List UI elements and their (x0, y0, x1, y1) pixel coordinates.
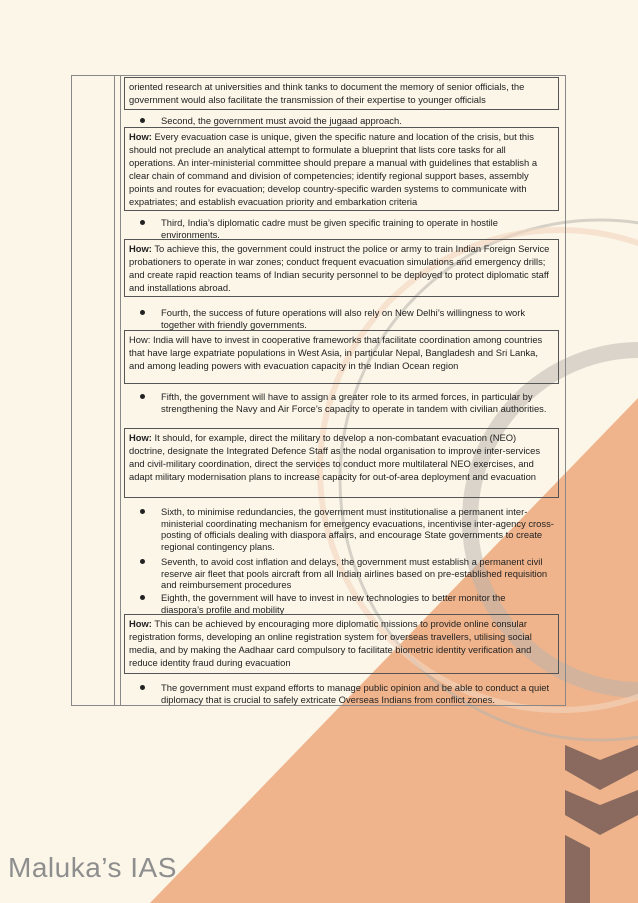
bullet-item (140, 506, 560, 552)
bullet-text: Seventh, to avoid cost inflation and delays, the government must establish a permanent civil reserve air fleet that pools aircraft from all Indian airlines based on pre-established requisition and reimbursement procedures (161, 556, 548, 590)
bullet-text: The government must expand efforts to manage public opinion and be able to conduct a quiet diplomacy that is crucial to safely extricate Overseas Indians from conflict zones. (161, 682, 550, 705)
bullet-item (140, 682, 560, 705)
bullet-icon (140, 559, 145, 564)
bullet-text: Third, India’s diplomatic cadre must be given specific training to operate in hostile environments. (161, 217, 498, 240)
bullet-icon (140, 509, 145, 514)
how-label: How: (129, 432, 152, 443)
bullet-icon (140, 220, 145, 225)
bullet-icon (140, 595, 145, 600)
text-box (124, 77, 559, 110)
how-label: How: (129, 243, 152, 254)
bullet-item (140, 217, 560, 240)
how-label: How: (129, 131, 152, 142)
box-text: oriented research at universities and think tanks to document the memory of senior officials, the government would also facilitate the transmission of their expertise to younger officials (129, 81, 525, 105)
bullet-icon (140, 394, 145, 399)
table-column-divider (120, 76, 121, 705)
how-box (124, 614, 559, 674)
how-text: To achieve this, the government could instruct the police or army to train Indian Foreign Service probationers to operate in war zones; conduct frequent evacuation simulations and emergency drills; and create rapid reaction teams of Indian security personnel to be deployed to protect diplomatic staff and installations abroad. (129, 243, 550, 293)
bullet-icon (140, 685, 145, 690)
bullet-item (140, 391, 560, 414)
how-box (124, 330, 559, 384)
bullet-item (140, 307, 560, 330)
how-box (124, 428, 559, 498)
brand-logo-text: Maluka’s IAS (8, 852, 177, 883)
bullet-text: Fifth, the government will have to assign a greater role to its armed forces, in particular by strengthening the Navy and Air Force’s capacity to operate in tandem with civilian authorities. (161, 391, 547, 414)
bullet-item (140, 556, 560, 591)
how-text: How: India will have to invest in cooperative frameworks that facilitate coordination among countries that have large expatriate populations in West Asia, in particular Nepal, Bangladesh and Sri Lanka, and among leading powers with evacuation capacity in the Indian Ocean region (129, 334, 543, 371)
how-text: Every evacuation case is unique, given the specific nature and location of the crisis, but this should not preclude an analytical attempt to formulate a blueprint that lists core tasks for all operations. An inter-ministerial committee should prepare a manual with guidelines that establish a clear chain of command and division of competencies; identify regional support bases, assembly points and routes for evacuation; develop country-specific warden systems to communicate with expatriates; and establish evacuation priority and embarkation criteria (129, 131, 538, 207)
bullet-text: Second, the government must avoid the jugaad approach. (161, 115, 402, 126)
how-box (124, 239, 559, 297)
bullet-icon (140, 310, 145, 315)
how-box (124, 127, 559, 211)
how-text: This can be achieved by encouraging more diplomatic missions to provide online consular registration forms, developing an online registration system for overseas travellers, utilising social media, and by making the Aadhaar card compulsory to facilitate biometric identity verification and reduce identity fraud during evacuation (129, 618, 532, 668)
bullet-text: Eighth, the government will have to invest in new technologies to better monitor the diaspora’s profile and mobility (161, 592, 506, 615)
how-label: How: (129, 618, 152, 629)
bullet-item (140, 592, 560, 615)
bullet-icon (140, 118, 145, 123)
table-column-divider (114, 76, 115, 705)
bullet-text: Fourth, the success of future operations will also rely on New Delhi’s willingness to work together with friendly governments. (161, 307, 526, 330)
bullet-item (140, 115, 560, 127)
bullet-text: Sixth, to minimise redundancies, the government must institutionalise a permanent inter-ministerial coordinating mechanism for emergency evacuations, incentivise inter-agency cross-posting of officials dealing with diaspora affairs, and encourage State governments to create regional contingency plans. (161, 506, 554, 552)
how-text: It should, for example, direct the military to develop a non-combatant evacuation (NEO) doctrine, designate the Integrated Defence Staff as the nodal organisation to improve inter-services and civil-military coordination, direct the services to conduct more multilateral NEO exercises, and adapt military modernisation plans to increase capacity for out-of-area deployment and evacuation (129, 432, 541, 482)
